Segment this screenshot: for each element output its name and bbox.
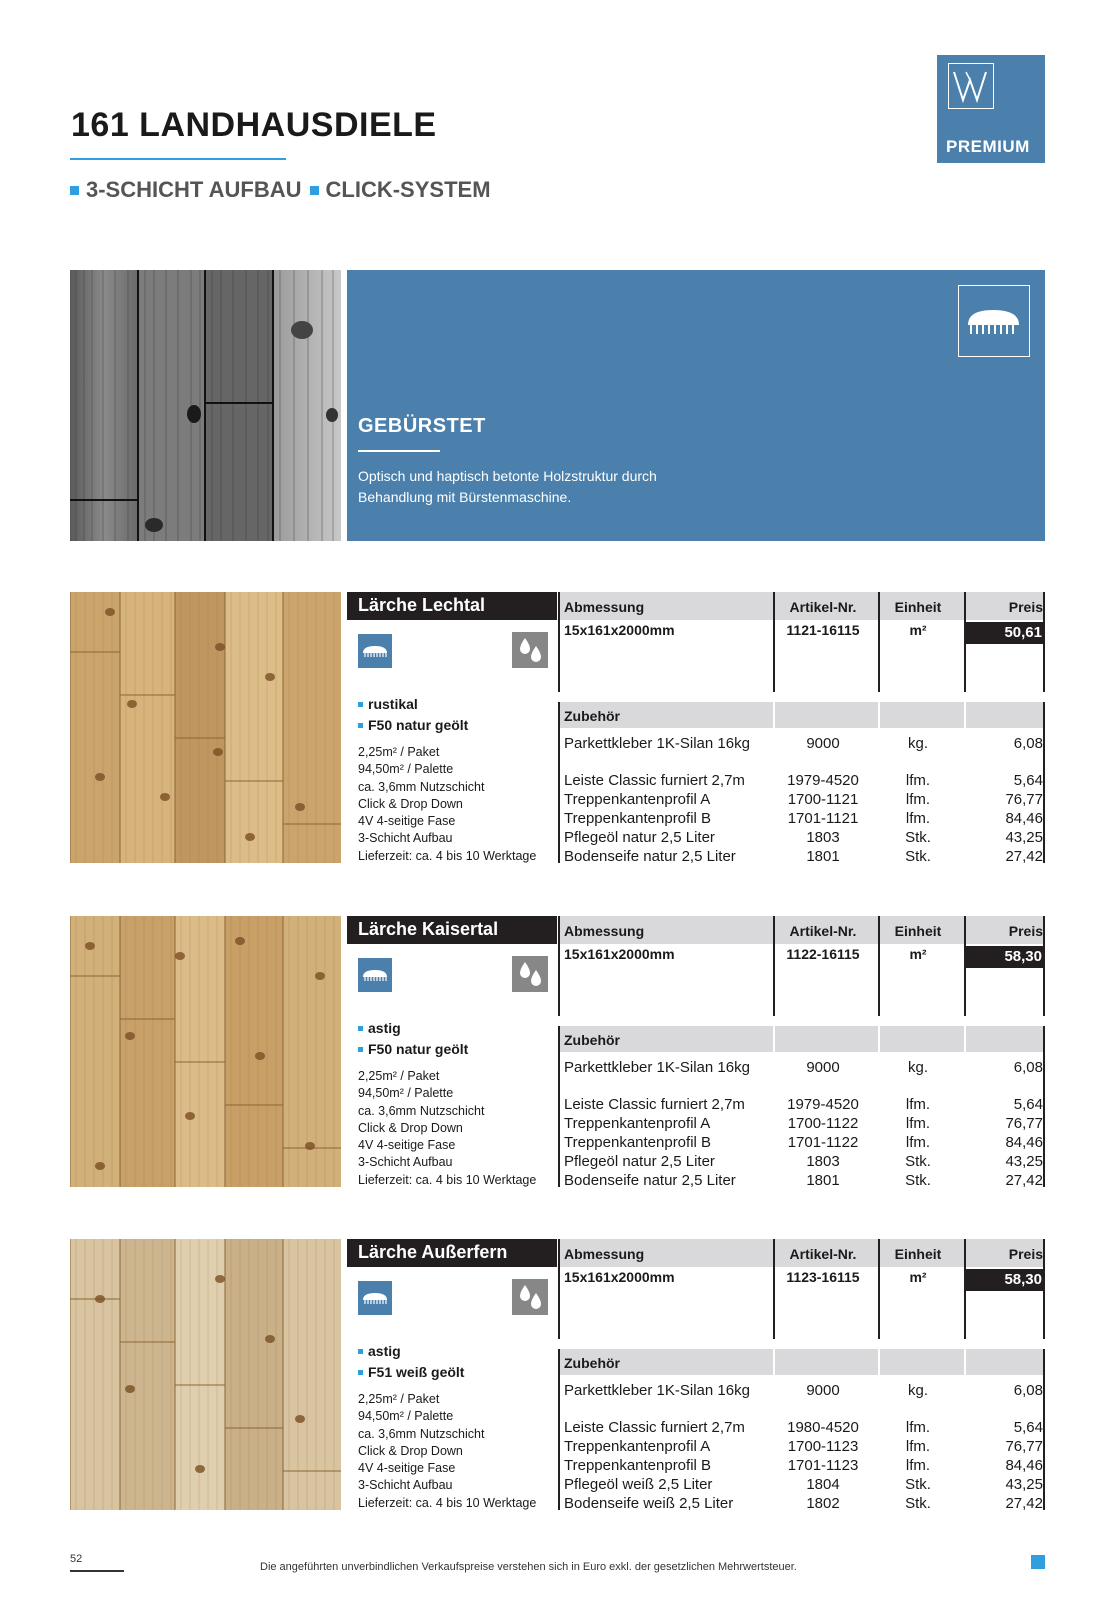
wood-sample-image: [70, 916, 341, 1187]
subtitle: [70, 177, 499, 203]
table-divider: [558, 592, 560, 692]
accessories-header: [558, 1026, 1045, 1052]
spec-line: Lieferzeit: ca. 4 bis 10 Werktage: [358, 1172, 537, 1187]
accessories-header: [558, 702, 1045, 728]
feature-grade: rustikal: [358, 696, 418, 712]
accessory-unit: lfm.: [905, 1115, 931, 1132]
hero-underline: [358, 450, 440, 452]
accessory-price: 84,46: [1005, 1457, 1043, 1474]
accessory-article: 1804: [806, 1476, 840, 1493]
spec-line: 2,25m² / Paket: [358, 745, 440, 759]
footer-marker: [1031, 1555, 1045, 1569]
spec-line: 2,25m² / Paket: [358, 1392, 440, 1406]
accessory-unit: lfm.: [905, 1457, 931, 1474]
accessory-price: 5,64: [1013, 772, 1043, 789]
accessory-name: Bodenseife natur 2,5 Liter: [564, 1172, 736, 1189]
accessories-header: [558, 1349, 1045, 1375]
accessory-unit: lfm.: [905, 1134, 931, 1151]
table-divider: [773, 1026, 775, 1052]
table-divider: [773, 1349, 775, 1375]
accessory-unit: lfm.: [905, 1096, 931, 1113]
product-price: 50,61: [965, 622, 1045, 644]
accessory-name: Leiste Classic furniert 2,7m: [564, 1096, 745, 1113]
spec-list: [358, 744, 536, 865]
table-divider: [1043, 916, 1045, 1016]
header-unit: Einheit: [894, 1246, 942, 1262]
oil-drops-icon: [512, 1279, 548, 1315]
accessory-article: 1801: [806, 848, 840, 865]
spec-line: 4V 4-seitige Fase: [358, 1461, 456, 1476]
hero-heading: GEBÜRSTET: [358, 415, 486, 437]
header-unit: Einheit: [894, 599, 942, 615]
wood-sample-image: [70, 1239, 341, 1510]
product-unit: m²: [909, 1269, 927, 1285]
table-divider: [773, 592, 775, 692]
table-divider: [964, 702, 966, 728]
hero-description: Optisch und haptisch betonte Holzstruktur durch Behandlung mit Bürstenmaschine.: [358, 468, 657, 505]
price-table: [558, 592, 1045, 863]
accessory-price: 6,08: [1013, 1059, 1043, 1076]
wood-sample-image: [70, 592, 341, 863]
accessory-unit: kg.: [907, 735, 928, 752]
header-price: Preis: [1008, 923, 1043, 939]
table-divider: [773, 916, 775, 1016]
product-dimension: 15x161x2000mm: [564, 622, 675, 638]
product-name: Lärche Außerfern: [347, 1239, 557, 1267]
price-table: [558, 1239, 1045, 1510]
header-accessories: Zubehör: [564, 1032, 620, 1048]
accessory-name: Bodenseife weiß 2,5 Liter: [564, 1495, 734, 1512]
accessory-unit: kg.: [907, 1059, 928, 1076]
accessory-article: 1979-4520: [787, 1096, 859, 1113]
spec-line: Lieferzeit: ca. 4 bis 10 Werktage: [358, 848, 537, 863]
accessory-article: 1801: [806, 1172, 840, 1189]
accessory-name: Parkettkleber 1K-Silan 16kg: [564, 735, 750, 752]
table-divider: [558, 1349, 560, 1510]
bullet-square-icon: [358, 723, 363, 728]
table-divider: [878, 702, 880, 728]
accessory-name: Treppenkantenprofil B: [564, 810, 712, 827]
title-underline: [70, 158, 286, 160]
accessory-article: 9000: [806, 735, 840, 752]
accessory-price: 27,42: [1005, 1172, 1043, 1189]
table-divider: [1043, 592, 1045, 692]
table-divider: [558, 702, 560, 863]
accessory-unit: lfm.: [905, 1438, 931, 1455]
product-price: 58,30: [965, 946, 1045, 968]
accessory-article: 1701-1121: [787, 810, 859, 827]
bullet-square-icon: [358, 1370, 363, 1375]
premium-label: PREMIUM: [946, 137, 1030, 156]
spec-list: [358, 1068, 536, 1189]
accessory-price: 76,77: [1005, 1438, 1043, 1455]
table-divider: [964, 1349, 966, 1375]
accessory-unit: lfm.: [905, 791, 931, 808]
accessory-name: Pflegeöl weiß 2,5 Liter: [564, 1476, 713, 1493]
accessory-name: Leiste Classic furniert 2,7m: [564, 772, 745, 789]
table-divider: [964, 916, 966, 1016]
accessory-article: 1700-1123: [787, 1438, 859, 1455]
table-divider: [878, 1026, 880, 1052]
table-divider: [558, 916, 560, 1016]
accessory-unit: Stk.: [905, 1476, 931, 1493]
header-article: Artikel-Nr.: [789, 1246, 857, 1262]
bullet-square-icon: [310, 186, 319, 195]
accessory-unit: Stk.: [905, 1153, 931, 1170]
table-divider: [1043, 702, 1045, 863]
table-divider: [964, 592, 966, 692]
feature-finish: F50 natur geölt: [358, 717, 468, 733]
spec-line: Click & Drop Down: [358, 1120, 463, 1135]
table-divider: [878, 1239, 880, 1339]
accessory-name: Parkettkleber 1K-Silan 16kg: [564, 1382, 750, 1399]
accessory-price: 6,08: [1013, 1382, 1043, 1399]
accessory-price: 6,08: [1013, 735, 1043, 752]
accessory-price: 43,25: [1005, 1476, 1043, 1493]
accessory-price: 5,64: [1013, 1096, 1043, 1113]
product-unit: m²: [909, 622, 927, 638]
feature-grade: astig: [358, 1343, 401, 1359]
accessory-unit: lfm.: [905, 1419, 931, 1436]
accessory-name: Treppenkantenprofil A: [564, 791, 711, 808]
w-logo-icon: [948, 63, 994, 109]
accessory-unit: lfm.: [905, 810, 931, 827]
spec-line: 94,50m² / Palette: [358, 1409, 454, 1424]
product-dimension: 15x161x2000mm: [564, 946, 675, 962]
accessory-unit: lfm.: [905, 772, 931, 789]
spec-line: 4V 4-seitige Fase: [358, 1138, 456, 1153]
accessory-article: 9000: [806, 1382, 840, 1399]
accessory-price: 84,46: [1005, 810, 1043, 827]
accessory-article: 9000: [806, 1059, 840, 1076]
accessory-unit: Stk.: [905, 829, 931, 846]
bullet-square-icon: [358, 1349, 363, 1354]
brushed-info-panel: [347, 270, 1045, 541]
spec-line: 94,50m² / Palette: [358, 1086, 454, 1101]
product-name: Lärche Lechtal: [347, 592, 557, 620]
product-dimension: 15x161x2000mm: [564, 1269, 675, 1285]
header-dimension: Abmessung: [564, 599, 645, 615]
accessory-name: Treppenkantenprofil B: [564, 1134, 712, 1151]
product-article: 1121-16115: [786, 622, 860, 638]
spec-line: 94,50m² / Palette: [358, 762, 454, 777]
table-divider: [878, 1349, 880, 1375]
header-price: Preis: [1008, 1246, 1043, 1262]
page-title: 161 LANDHAUSDIELE: [71, 106, 437, 144]
accessory-price: 76,77: [1005, 1115, 1043, 1132]
accessory-article: 1803: [806, 1153, 840, 1170]
accessory-price: 5,64: [1013, 1419, 1043, 1436]
accessory-price: 84,46: [1005, 1134, 1043, 1151]
oil-drops-icon: [512, 956, 548, 992]
product-unit: m²: [909, 946, 927, 962]
price-note: Die angeführten unverbindlichen Verkaufspreise verstehen sich in Euro exkl. der gesetzlichen Mehrwertsteuer.: [260, 1561, 797, 1573]
spec-line: 4V 4-seitige Fase: [358, 814, 456, 829]
brush-icon: [358, 1281, 392, 1315]
accessory-name: Treppenkantenprofil A: [564, 1438, 711, 1455]
brushed-wood-image: [70, 270, 341, 541]
accessory-article: 1700-1122: [787, 1115, 859, 1132]
accessory-name: Pflegeöl natur 2,5 Liter: [564, 1153, 715, 1170]
accessory-unit: Stk.: [905, 1172, 931, 1189]
accessory-name: Treppenkantenprofil B: [564, 1457, 712, 1474]
accessory-name: Treppenkantenprofil A: [564, 1115, 711, 1132]
bullet-square-icon: [358, 1026, 363, 1031]
product-article: 1123-16115: [786, 1269, 860, 1285]
spec-line: Click & Drop Down: [358, 1443, 463, 1458]
subtitle-item: 3-SCHICHT AUFBAU: [70, 177, 302, 203]
header-price: Preis: [1008, 599, 1043, 615]
header-article: Artikel-Nr.: [789, 923, 857, 939]
accessory-unit: Stk.: [905, 1495, 931, 1512]
accessory-article: 1701-1122: [787, 1134, 859, 1151]
accessory-article: 1803: [806, 829, 840, 846]
price-table: [558, 916, 1045, 1187]
spec-line: ca. 3,6mm Nutzschicht: [358, 779, 485, 794]
feature-grade: astig: [358, 1020, 401, 1036]
table-divider: [773, 1239, 775, 1339]
header-article: Artikel-Nr.: [789, 599, 857, 615]
accessory-article: 1701-1123: [787, 1457, 859, 1474]
table-divider: [1043, 1239, 1045, 1339]
table-divider: [558, 1239, 560, 1339]
premium-logo: [937, 55, 1045, 163]
bullet-square-icon: [358, 702, 363, 707]
page-number: 52: [70, 1553, 83, 1565]
table-divider: [558, 1026, 560, 1187]
accessory-name: Parkettkleber 1K-Silan 16kg: [564, 1059, 750, 1076]
product-name: Lärche Kaisertal: [347, 916, 557, 944]
accessory-unit: Stk.: [905, 848, 931, 865]
table-divider: [878, 916, 880, 1016]
feature-finish: F50 natur geölt: [358, 1041, 468, 1057]
table-divider: [964, 1239, 966, 1339]
header-unit: Einheit: [894, 923, 942, 939]
table-divider: [964, 1026, 966, 1052]
accessory-price: 43,25: [1005, 1153, 1043, 1170]
accessory-price: 76,77: [1005, 791, 1043, 808]
subtitle-item: CLICK-SYSTEM: [310, 177, 491, 203]
spec-line: Lieferzeit: ca. 4 bis 10 Werktage: [358, 1495, 537, 1510]
spec-line: Click & Drop Down: [358, 796, 463, 811]
accessory-article: 1700-1121: [787, 791, 859, 808]
table-divider: [1043, 1026, 1045, 1187]
spec-line: 3-Schicht Aufbau: [358, 1478, 453, 1493]
bullet-square-icon: [70, 186, 79, 195]
accessory-price: 27,42: [1005, 848, 1043, 865]
table-divider: [1043, 1349, 1045, 1510]
accessory-name: Bodenseife natur 2,5 Liter: [564, 848, 736, 865]
page-number-rule: [70, 1570, 124, 1572]
header-accessories: Zubehör: [564, 708, 620, 724]
accessory-article: 1979-4520: [787, 772, 859, 789]
product-article: 1122-16115: [786, 946, 860, 962]
spec-line: 2,25m² / Paket: [358, 1069, 440, 1083]
table-divider: [773, 702, 775, 728]
accessory-article: 1980-4520: [787, 1419, 859, 1436]
table-header: [558, 592, 1045, 620]
table-header: [558, 916, 1045, 944]
bullet-square-icon: [358, 1047, 363, 1052]
product-price: 58,30: [965, 1269, 1045, 1291]
accessory-name: Pflegeöl natur 2,5 Liter: [564, 829, 715, 846]
accessory-article: 1802: [806, 1495, 840, 1512]
table-divider: [878, 592, 880, 692]
brush-icon: [358, 634, 392, 668]
accessory-price: 27,42: [1005, 1495, 1043, 1512]
table-header: [558, 1239, 1045, 1267]
header-accessories: Zubehör: [564, 1355, 620, 1371]
brush-icon: [358, 958, 392, 992]
spec-line: 3-Schicht Aufbau: [358, 1155, 453, 1170]
spec-list: [358, 1391, 536, 1512]
feature-finish: F51 weiß geölt: [358, 1364, 464, 1380]
header-dimension: Abmessung: [564, 1246, 645, 1262]
accessory-unit: kg.: [907, 1382, 928, 1399]
spec-line: ca. 3,6mm Nutzschicht: [358, 1103, 485, 1118]
spec-line: 3-Schicht Aufbau: [358, 831, 453, 846]
accessory-price: 43,25: [1005, 829, 1043, 846]
header-dimension: Abmessung: [564, 923, 645, 939]
brush-icon: [958, 285, 1030, 357]
oil-drops-icon: [512, 632, 548, 668]
spec-line: ca. 3,6mm Nutzschicht: [358, 1426, 485, 1441]
accessory-name: Leiste Classic furniert 2,7m: [564, 1419, 745, 1436]
